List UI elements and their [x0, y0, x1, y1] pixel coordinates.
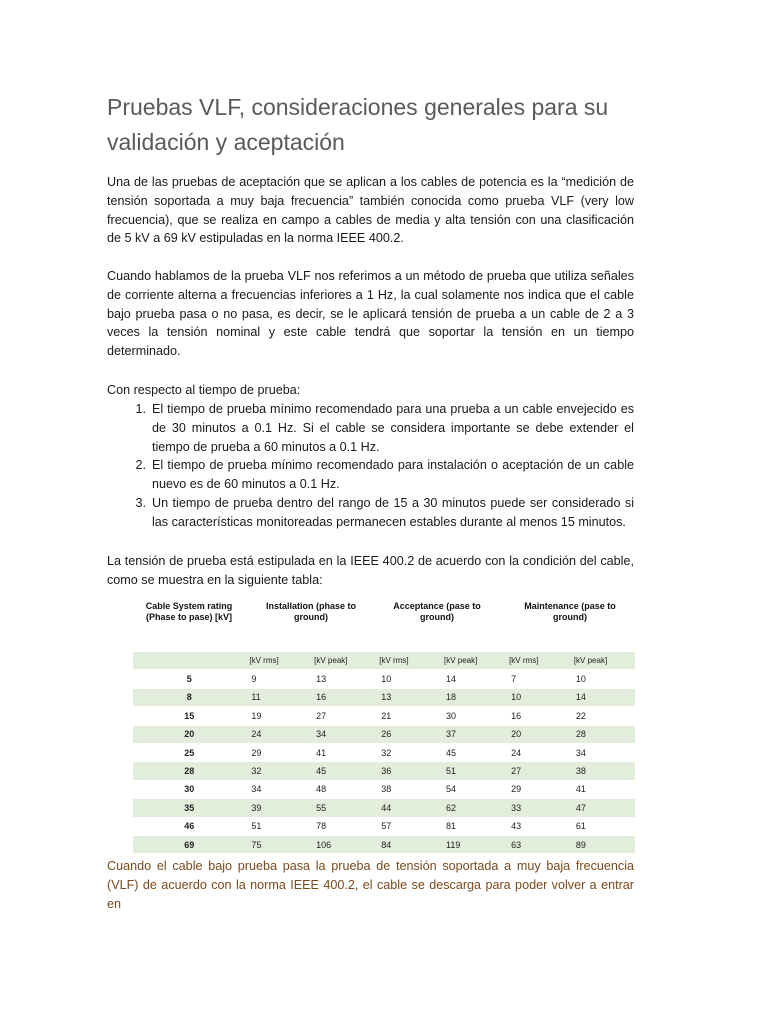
- table-cell: 21: [375, 707, 440, 725]
- paragraph-test-time: Con respecto al tiempo de prueba:: [107, 383, 301, 397]
- table-cell: 38: [570, 762, 635, 780]
- rating-cell: 5: [133, 670, 245, 688]
- unit-header-cell: [kV rms]: [245, 652, 310, 670]
- table-row: [133, 743, 635, 761]
- rating-cell: 8: [133, 688, 245, 706]
- table-cell: 18: [440, 688, 505, 706]
- unit-header-cell: [kV peak]: [570, 652, 635, 670]
- table-row: [133, 817, 635, 835]
- paragraph-intro: Una de las pruebas de aceptación que se aplican a los cables de potencia es la “medición de tensión soportada a muy baja frecuencia” también conocida como prueba VLF (very low frecuencia), que se realiza en campo a cables de media y alta tensión con una clasificación de 5 kV a 69 kV estipuladas en la norma IEEE 400.2.: [107, 175, 634, 246]
- table-cell: 13: [310, 670, 375, 688]
- table-cell: 27: [310, 707, 375, 725]
- table-cell: 7: [505, 670, 570, 688]
- table-cell: 54: [440, 780, 505, 798]
- table-row: [133, 780, 635, 798]
- rating-cell: 15: [133, 707, 245, 725]
- table-row: [133, 835, 635, 853]
- table-cell: 36: [375, 762, 440, 780]
- table-cell: 45: [310, 762, 375, 780]
- table-cell: 10: [375, 670, 440, 688]
- table-cell: 22: [570, 707, 635, 725]
- table-row: [133, 707, 635, 725]
- table-cell: 33: [505, 799, 570, 817]
- list-number: 2.: [135, 458, 146, 473]
- table-cell: 43: [505, 817, 570, 835]
- rating-cell: 28: [133, 762, 245, 780]
- header-cable-rating: Cable System rating (Phase to pase) [kV]: [145, 601, 233, 622]
- page-title: Pruebas VLF, consideraciones generales para su validación y aceptación: [107, 94, 609, 155]
- table-cell: 14: [570, 688, 635, 706]
- list-text: El tiempo de prueba mínimo recomendado para instalación o aceptación de un cable nuevo es de 60 minutos a 0.1 Hz.: [152, 458, 634, 492]
- rating-cell: 20: [133, 725, 245, 743]
- table-cell: 57: [375, 817, 440, 835]
- paragraph-conclusion: Cuando el cable bajo prueba pasa la prueba de tensión soportada a muy baja frecuencia (VLF) de acuerdo con la norma IEEE 400.2, el cable se descarga para poder volver a entrar en: [107, 859, 634, 911]
- paragraph-vlf-method: Cuando hablamos de la prueba VLF nos referimos a un método de prueba que utiliza señales de corriente alterna a frecuencias inferiores a 1 Hz, la cual solamente nos indica que el cable bajo prueba pasa o no pasa, es decir, se le aplicará tensión de prueba a un cable de 2 a 3 veces la tensión nominal y este cable tendrá que soportar la tensión en un tiempo determinado.: [107, 269, 634, 359]
- table-row: [133, 762, 635, 780]
- table-cell: 38: [375, 780, 440, 798]
- table-cell: 32: [375, 743, 440, 761]
- table-cell: 34: [245, 780, 310, 798]
- table-cell: 37: [440, 725, 505, 743]
- unit-header-cell: [kV peak]: [440, 652, 505, 670]
- table-cell: 44: [375, 799, 440, 817]
- rating-cell: 35: [133, 799, 245, 817]
- table-cell: 29: [505, 780, 570, 798]
- table-cell: [133, 652, 245, 670]
- table-cell: 48: [310, 780, 375, 798]
- table-cell: 84: [375, 835, 440, 853]
- table-cell: 26: [375, 725, 440, 743]
- table-cell: 106: [310, 835, 375, 853]
- list-number: 1.: [135, 402, 146, 416]
- table-cell: 24: [505, 743, 570, 761]
- table-cell: 24: [245, 725, 310, 743]
- table-row: [133, 725, 635, 743]
- table-cell: 16: [505, 707, 570, 725]
- list-item: [107, 400, 634, 456]
- vlf-voltage-table: [133, 652, 635, 854]
- list-text: El tiempo de prueba mínimo recomendado para una prueba a un cable envejecido es de 30 minutos a 0.1 Hz. Si el cable se considera importante se debe extender el tiempo de prueba a 60 minutos a 0.1 Hz.: [152, 402, 634, 454]
- table-cell: 89: [570, 835, 635, 853]
- table-cell: 19: [245, 707, 310, 725]
- header-installation: Installation (phase to ground): [265, 601, 356, 622]
- rating-cell: 25: [133, 743, 245, 761]
- table-cell: 75: [245, 835, 310, 853]
- table-cell: 20: [505, 725, 570, 743]
- table-units-row: [133, 652, 635, 670]
- table-cell: 78: [310, 817, 375, 835]
- header-maintenance: Maintenance (pase to ground): [524, 601, 616, 622]
- table-cell: 10: [570, 670, 635, 688]
- table-cell: 34: [570, 743, 635, 761]
- rating-cell: 30: [133, 780, 245, 798]
- table-cell: 10: [505, 688, 570, 706]
- unit-header-cell: [kV rms]: [505, 652, 570, 670]
- list-number: 3.: [135, 495, 146, 510]
- table-cell: 51: [245, 817, 310, 835]
- table-cell: 32: [245, 762, 310, 780]
- table-cell: 28: [570, 725, 635, 743]
- table-cell: 61: [570, 817, 635, 835]
- table-cell: 9: [245, 670, 310, 688]
- rating-cell: 69: [133, 835, 245, 853]
- table-row: [133, 670, 635, 688]
- table-cell: 29: [245, 743, 310, 761]
- rating-cell: 46: [133, 817, 245, 835]
- table-cell: 45: [440, 743, 505, 761]
- table-cell: 34: [310, 725, 375, 743]
- table-cell: 47: [570, 799, 635, 817]
- list-text: Un tiempo de prueba dentro del rango de 15 a 30 minutos puede ser considerado si las características monitoreadas permanecen estables durante al menos 15 minutos.: [152, 495, 634, 529]
- table-cell: 41: [570, 780, 635, 798]
- table-row: [133, 799, 635, 817]
- table-cell: 39: [245, 799, 310, 817]
- list-item: [107, 456, 634, 494]
- table-cell: 14: [440, 670, 505, 688]
- list-item: [107, 494, 634, 532]
- table-row: [133, 688, 635, 706]
- table-cell: 119: [440, 835, 505, 853]
- table-cell: 55: [310, 799, 375, 817]
- unit-header-cell: [kV peak]: [310, 652, 375, 670]
- table-cell: 41: [310, 743, 375, 761]
- header-acceptance: Acceptance (pase to ground): [393, 601, 481, 622]
- table-cell: 81: [440, 817, 505, 835]
- test-time-list: [107, 400, 634, 532]
- table-cell: 63: [505, 835, 570, 853]
- table-cell: 62: [440, 799, 505, 817]
- unit-header-cell: [kV rms]: [375, 652, 440, 670]
- paragraph-table-intro: La tensión de prueba está estipulada en la IEEE 400.2 de acuerdo con la condición del cable, como se muestra en la siguiente tabla:: [107, 554, 634, 587]
- table-cell: 11: [245, 688, 310, 706]
- table-cell: 27: [505, 762, 570, 780]
- table-cell: 13: [375, 688, 440, 706]
- table-cell: 16: [310, 688, 375, 706]
- table-cell: 30: [440, 707, 505, 725]
- table-cell: 51: [440, 762, 505, 780]
